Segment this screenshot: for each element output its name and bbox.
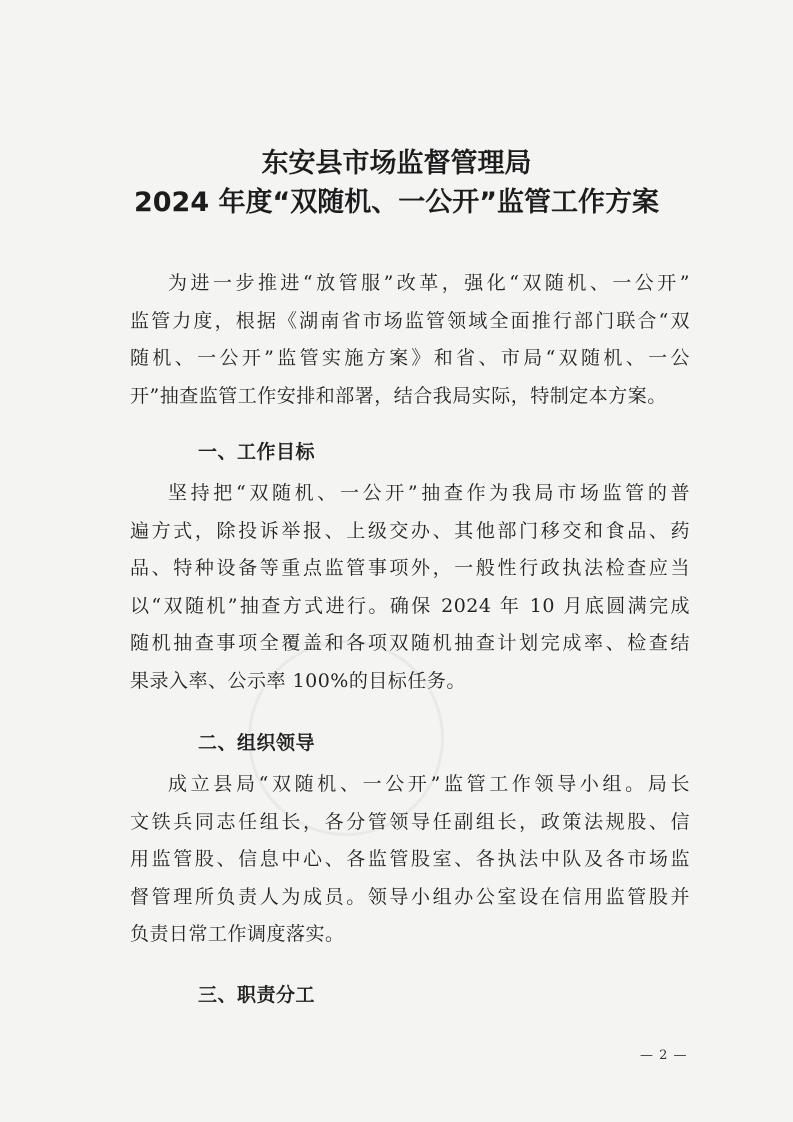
document-title-line1: 东安县市场监督管理局 [261,148,532,179]
section-organization-paragraph [130,766,690,954]
section-heading-organization: 二、组织领导 [198,732,316,754]
intro-paragraph [130,265,690,415]
paragraph-line: 以“双随机”抽查方式进行。确保 2024 年 10 月底圆满完成 [130,594,690,617]
intro-line: 开”抽查监管工作安排和部署，结合我局实际，特制定本方案。 [130,384,667,407]
document-title-line2: 2024 年度“双随机、一公开”监管工作方案 [133,187,660,218]
paragraph-line: 坚持把“双随机、一公开”抽查作为我局市场监管的普 [168,482,690,504]
intro-line: 为进一步推进“放管服”改革，强化“双随机、一公开” [168,272,690,294]
intro-line: 随机、一公开”监管实施方案》和省、市局“双随机、一公 [130,347,690,369]
section-heading-goals: 一、工作目标 [198,441,316,463]
paragraph-line: 负责日常工作调度落实。 [130,923,345,945]
section-goals-paragraph [130,475,690,700]
page-number: — 2 — [640,1048,688,1063]
intro-line: 监管力度，根据《湖南省市场监管领域全面推行部门联合“双 [130,309,690,332]
paragraph-line: 用监管股、信息中心、各监管股室、各执法中队及各市场监 [130,848,690,870]
paragraph-line: 品、特种设备等重点监管事项外，一般性行政执法检查应当 [130,557,690,579]
paragraph-line: 文铁兵同志任组长，各分管领导任副组长，政策法规股、信 [130,810,690,833]
paragraph-line: 督管理所负责人为成员。领导小组办公室设在信用监管股并 [130,885,690,908]
paragraph-line: 成立县局“双随机、一公开”监管工作领导小组。局长 [168,773,690,795]
paragraph-line: 遍方式，除投诉举报、上级交办、其他部门移交和食品、药 [130,519,690,542]
paragraph-line: 果录入率、公示率 100%的目标任务。 [130,669,466,692]
paragraph-line: 随机抽查事项全覆盖和各项双随机抽查计划完成率、检查结 [130,632,690,654]
section-heading-duties: 三、职责分工 [198,984,316,1006]
